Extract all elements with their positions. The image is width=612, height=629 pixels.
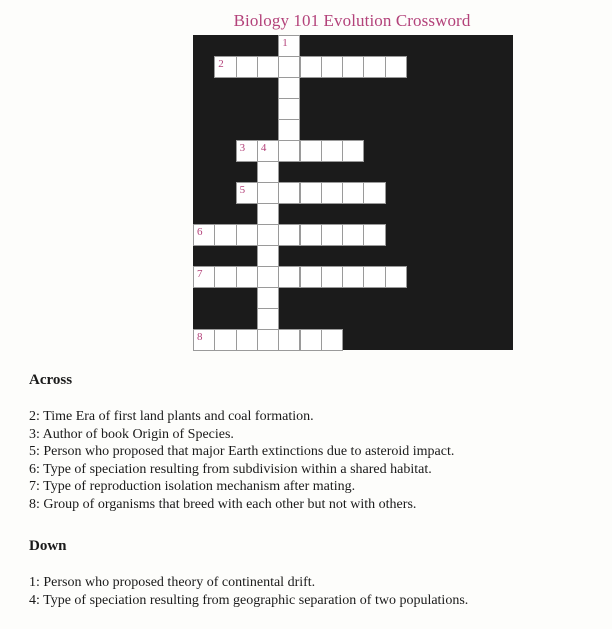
clue-item: 8: Group of organisms that breed with each other but not with others.	[29, 496, 417, 512]
across-heading: Across	[29, 372, 73, 388]
crossword-cell[interactable]	[214, 266, 236, 288]
crossword-cell[interactable]	[278, 56, 300, 78]
clue-number: 4	[260, 142, 267, 154]
crossword-cell[interactable]	[257, 224, 279, 246]
crossword-cell[interactable]	[278, 98, 300, 120]
clue-item: 4: Type of speciation resulting from geographic separation of two populations.	[29, 592, 469, 608]
crossword-cell[interactable]	[214, 224, 236, 246]
crossword-cell[interactable]	[257, 56, 279, 78]
clue-number: 1	[282, 37, 288, 49]
crossword-cell[interactable]	[236, 140, 258, 162]
crossword-cell[interactable]	[342, 182, 364, 204]
clue-item: 6: Type of speciation resulting from subdivision within a shared habitat.	[29, 461, 432, 477]
clue-number: 8	[197, 331, 203, 343]
crossword-cell[interactable]	[236, 182, 258, 204]
crossword-cell[interactable]	[236, 266, 258, 288]
down-heading: Down	[29, 538, 67, 554]
crossword-cell[interactable]	[300, 329, 322, 351]
crossword-cell[interactable]	[214, 329, 236, 351]
clue-number: 6	[197, 226, 203, 238]
crossword-cell[interactable]	[278, 35, 300, 57]
clue-item: 2: Time Era of first land plants and coal formation.	[29, 409, 314, 424]
crossword-cell[interactable]	[342, 56, 364, 78]
crossword-grid	[193, 35, 513, 350]
crossword-cell[interactable]	[278, 77, 300, 99]
crossword-cell[interactable]	[363, 266, 385, 288]
crossword-cell[interactable]	[214, 56, 236, 78]
clue-item: 3: Author of book Origin of Species.	[29, 426, 234, 442]
crossword-cell[interactable]	[342, 224, 364, 246]
crossword-cell[interactable]	[257, 140, 279, 162]
crossword-cell[interactable]	[257, 287, 279, 309]
crossword-cell[interactable]	[300, 182, 322, 204]
clue-number: 5	[239, 184, 246, 196]
down-clue-list	[29, 574, 468, 609]
crossword-cell[interactable]	[257, 161, 279, 183]
crossword-cell[interactable]	[257, 245, 279, 267]
page-title: Biology 101 Evolution Crossword	[233, 11, 471, 30]
clue-item: 1: Person who proposed theory of continental drift.	[29, 575, 316, 590]
crossword-cell[interactable]	[278, 140, 300, 162]
crossword-cell[interactable]	[363, 182, 385, 204]
crossword-cell[interactable]	[300, 224, 322, 246]
crossword-cell[interactable]	[342, 140, 364, 162]
crossword-cell[interactable]	[300, 56, 322, 78]
crossword-cell[interactable]	[257, 329, 279, 351]
clue-item: 5: Person who proposed that major Earth extinctions due to asteroid impact.	[29, 444, 455, 459]
crossword-cell[interactable]	[321, 140, 343, 162]
crossword-cell[interactable]	[236, 224, 258, 246]
clue-number: 3	[239, 142, 246, 154]
across-clue-list	[29, 408, 454, 513]
crossword-cell[interactable]	[278, 266, 300, 288]
crossword-cell[interactable]	[257, 308, 279, 330]
crossword-cell[interactable]	[278, 224, 300, 246]
crossword-cell[interactable]	[363, 56, 385, 78]
crossword-cell[interactable]	[300, 266, 322, 288]
crossword-cell[interactable]	[321, 266, 343, 288]
crossword-cell[interactable]	[278, 119, 300, 141]
crossword-cell[interactable]	[278, 182, 300, 204]
crossword-cell[interactable]	[321, 182, 343, 204]
crossword-cell[interactable]	[300, 140, 322, 162]
crossword-cell[interactable]	[321, 329, 343, 351]
crossword-cell[interactable]	[385, 56, 407, 78]
crossword-cell[interactable]	[236, 329, 258, 351]
crossword-cell[interactable]	[257, 266, 279, 288]
crossword-cell[interactable]	[236, 56, 258, 78]
crossword-cell[interactable]	[363, 224, 385, 246]
crossword-cell[interactable]	[321, 224, 343, 246]
crossword-cell[interactable]	[193, 266, 215, 288]
clue-number: 2	[218, 58, 224, 70]
crossword-cell[interactable]	[257, 182, 279, 204]
clue-item: 7: Type of reproduction isolation mechanism after mating.	[29, 479, 356, 494]
crossword-cell[interactable]	[257, 203, 279, 225]
crossword-cell[interactable]	[342, 266, 364, 288]
crossword-cell[interactable]	[193, 329, 215, 351]
crossword-cell[interactable]	[193, 224, 215, 246]
crossword-cell[interactable]	[278, 329, 300, 351]
clue-number: 7	[197, 268, 203, 280]
crossword-cell[interactable]	[321, 56, 343, 78]
crossword-cell[interactable]	[385, 266, 407, 288]
